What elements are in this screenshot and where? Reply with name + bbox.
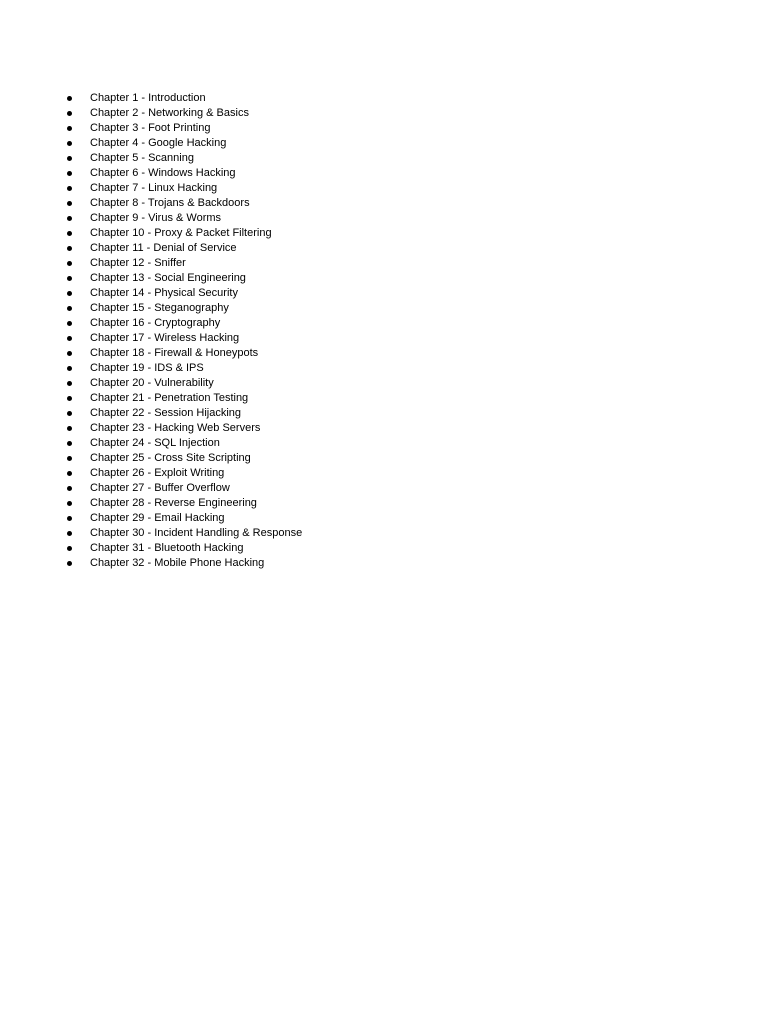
bullet-icon <box>67 111 72 116</box>
bullet-icon <box>67 96 72 101</box>
chapter-title: Chapter 30 - Incident Handling & Response <box>90 527 303 539</box>
chapter-title: Chapter 10 - Proxy & Packet Filtering <box>90 227 272 239</box>
chapter-title: Chapter 13 - Social Engineering <box>90 272 246 284</box>
chapter-title: Chapter 1 - Introduction <box>90 92 206 104</box>
chapter-title: Chapter 2 - Networking & Basics <box>90 107 249 119</box>
chapter-title: Chapter 15 - Steganography <box>90 302 229 314</box>
bullet-icon <box>67 501 72 506</box>
bullet-icon <box>67 396 72 401</box>
chapter-title: Chapter 31 - Bluetooth Hacking <box>90 542 244 554</box>
chapter-title: Chapter 3 - Foot Printing <box>90 122 211 134</box>
chapter-title: Chapter 18 - Firewall & Honeypots <box>90 347 259 359</box>
bullet-icon <box>67 141 72 146</box>
bullet-icon <box>67 306 72 311</box>
chapter-title: Chapter 24 - SQL Injection <box>90 437 220 449</box>
bullet-icon <box>67 186 72 191</box>
bullet-icon <box>67 486 72 491</box>
bullet-icon <box>67 441 72 446</box>
bullet-icon <box>67 276 72 281</box>
chapter-title: Chapter 29 - Email Hacking <box>90 512 225 524</box>
chapter-title: Chapter 21 - Penetration Testing <box>90 392 249 404</box>
bullet-icon <box>67 426 72 431</box>
bullet-icon <box>67 126 72 131</box>
chapter-title: Chapter 14 - Physical Security <box>90 287 238 299</box>
bullet-icon <box>67 231 72 236</box>
chapter-title: Chapter 26 - Exploit Writing <box>90 467 225 479</box>
chapter-title: Chapter 27 - Buffer Overflow <box>90 482 230 494</box>
bullet-icon <box>67 171 72 176</box>
bullet-icon <box>67 546 72 551</box>
chapter-title: Chapter 8 - Trojans & Backdoors <box>90 197 250 209</box>
chapter-title: Chapter 9 - Virus & Worms <box>90 212 222 224</box>
bullet-icon <box>67 156 72 161</box>
bullet-icon <box>67 531 72 536</box>
chapter-title: Chapter 25 - Cross Site Scripting <box>90 452 251 464</box>
bullet-icon <box>67 291 72 296</box>
chapter-title: Chapter 4 - Google Hacking <box>90 137 227 149</box>
bullet-icon <box>67 201 72 206</box>
bullet-icon <box>67 336 72 341</box>
bullet-icon <box>67 381 72 386</box>
bullet-icon <box>67 216 72 221</box>
chapter-title: Chapter 6 - Windows Hacking <box>90 167 236 179</box>
bullet-icon <box>67 456 72 461</box>
chapter-title: Chapter 5 - Scanning <box>90 152 194 164</box>
bullet-icon <box>67 261 72 266</box>
chapter-title: Chapter 11 - Denial of Service <box>90 242 237 254</box>
chapter-title: Chapter 17 - Wireless Hacking <box>90 332 240 344</box>
bullet-icon <box>67 561 72 566</box>
chapter-title: Chapter 23 - Hacking Web Servers <box>90 422 261 434</box>
bullet-icon <box>67 246 72 251</box>
bullet-icon <box>67 366 72 371</box>
bullet-icon <box>67 321 72 326</box>
bullet-icon <box>67 516 72 521</box>
chapter-title: Chapter 16 - Cryptography <box>90 317 221 329</box>
bullet-icon <box>67 471 72 476</box>
chapter-title: Chapter 32 - Mobile Phone Hacking <box>90 557 265 569</box>
chapter-title: Chapter 19 - IDS & IPS <box>90 362 204 374</box>
chapter-title: Chapter 20 - Vulnerability <box>90 377 214 389</box>
chapter-title: Chapter 22 - Session Hijacking <box>90 407 242 419</box>
chapter-title: Chapter 12 - Sniffer <box>90 257 186 269</box>
bullet-icon <box>67 411 72 416</box>
chapter-title: Chapter 28 - Reverse Engineering <box>90 497 257 509</box>
bullet-icon <box>67 351 72 356</box>
chapter-title: Chapter 7 - Linux Hacking <box>90 182 218 194</box>
